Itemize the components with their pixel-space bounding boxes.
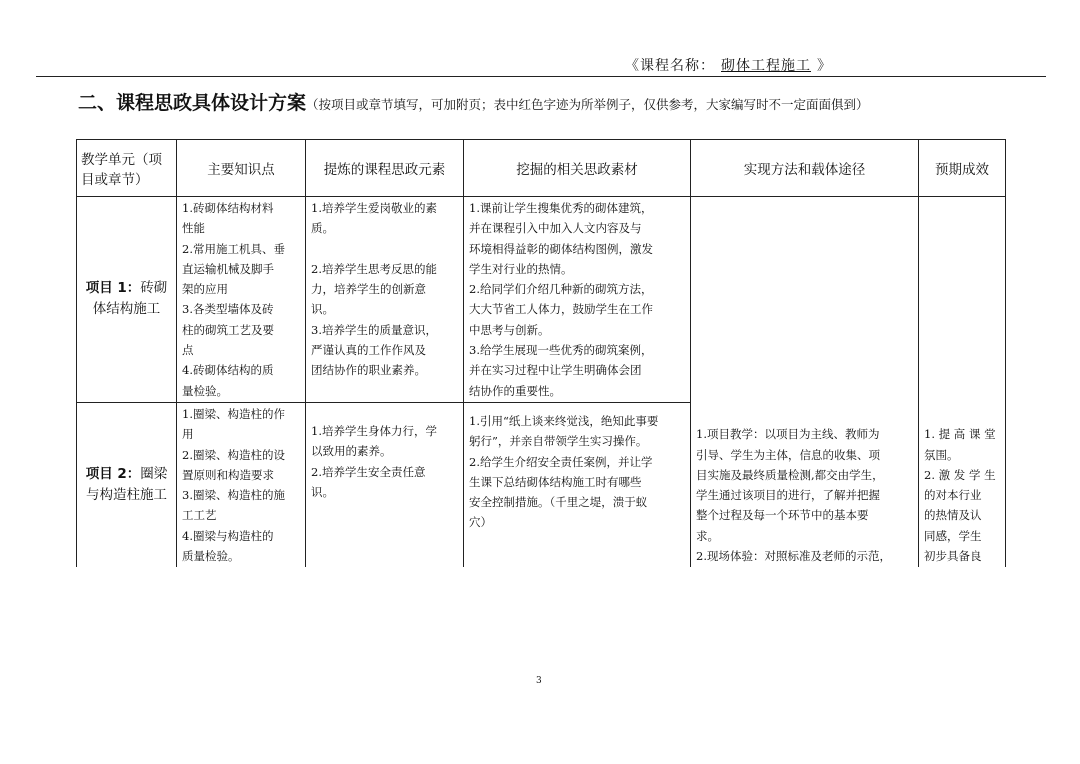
- text-line: 引导、学生为主体，信息的收集、项: [696, 447, 880, 462]
- methods-cell: [691, 197, 919, 568]
- text-line: 3.给学生展现一些优秀的砌筑案例，: [469, 343, 653, 358]
- text-line: 目实施及最终质量检测,都交由学生，: [696, 467, 884, 482]
- text-line: 团结协作的职业素养。: [311, 363, 426, 378]
- knowledge-cell: [177, 402, 306, 567]
- text-line: 识。: [311, 484, 334, 499]
- text-line: 质。: [311, 221, 334, 236]
- text-line: 质量检验。: [182, 549, 240, 564]
- table-row: [77, 197, 1006, 403]
- header-expected-outcomes: 预期成效: [919, 140, 1006, 197]
- elements-cell: [306, 197, 464, 403]
- text-line: 1.圈梁、构造柱的作: [182, 406, 285, 421]
- text-line: 1.引用“纸上谈来终觉浅，绝知此事要: [469, 413, 659, 428]
- text-line: 识。: [311, 302, 334, 317]
- page-number: 3: [536, 676, 542, 686]
- materials-cell: [464, 402, 691, 567]
- course-name-line: [625, 55, 832, 75]
- text-line: 2.给学生介绍安全责任案例，并让学: [469, 454, 653, 469]
- text-line: 严谨认真的工作作风及: [311, 343, 426, 358]
- text-line: 置原则和构造要求: [182, 467, 274, 482]
- header-ideological-materials: 挖掘的相关思政素材: [464, 140, 691, 197]
- text-line: 1.培养学生爱岗敬业的素: [311, 201, 437, 215]
- text-line: 穴）: [469, 515, 492, 530]
- text-line: 量检验。: [182, 383, 228, 398]
- text-line: 力，培养学生的创新意: [311, 282, 426, 297]
- text-line: 同感，学生: [924, 528, 982, 543]
- text-line: 结协作的重要性。: [469, 383, 561, 398]
- text-line: 的对本行业: [924, 488, 982, 503]
- text-line: 大大节省工人体力，鼓励学生在工作: [469, 302, 653, 317]
- text-line: 工工艺: [182, 508, 217, 523]
- text-line: 初步具备良: [924, 549, 982, 564]
- design-plan-table: [76, 139, 1006, 567]
- header-rule: [36, 76, 1046, 77]
- text-line: 1.砖砌体结构材料: [182, 201, 274, 215]
- text-line: 中思考与创新。: [469, 322, 550, 337]
- text-line: 4.砖砌体结构的质: [182, 363, 274, 378]
- text-line: 整个过程及每一个环节中的基本要: [696, 508, 869, 523]
- unit-label: 项目 2：: [85, 466, 141, 483]
- text-line: 2.常用施工机具、垂: [182, 241, 285, 256]
- text-line: 2.培养学生安全责任意: [311, 464, 426, 479]
- text-line: 的热情及认: [924, 508, 982, 523]
- text-line: 2.圈梁、构造柱的设: [182, 447, 285, 462]
- text-line: 4.圈梁与构造柱的: [182, 528, 274, 543]
- text-line: 环境相得益彰的砌体结构图例，激发: [469, 241, 653, 256]
- section-note: （按项目或章节填写，可加附页；表中红色字迹为所举例子，仅供参考，大家编写时不一定面面俱到）: [306, 97, 869, 112]
- text-line: 躬行”，并亲自带领学生实习操作。: [469, 434, 648, 449]
- header-methods: 实现方法和载体途径: [691, 140, 919, 197]
- text-line: 2.给同学们介绍几种新的砌筑方法，: [469, 282, 653, 297]
- text-line: 直运输机械及脚手: [182, 261, 274, 276]
- text-line: 2. 激 发 学 生: [924, 467, 996, 482]
- elements-cell: [306, 402, 464, 567]
- text-line: 学生对行业的热情。: [469, 261, 573, 276]
- outcomes-cell: [919, 197, 1006, 568]
- header-ideological-elements: 提炼的课程思政元素: [306, 140, 464, 197]
- text-line: 学生通过该项目的进行，了解并把握: [696, 488, 880, 503]
- section-title: 二、课程思政具体设计方案: [78, 92, 307, 114]
- header-teaching-unit: 教学单元（项目或章节）: [77, 140, 177, 197]
- text-line: 1. 提 高 课 堂: [924, 427, 996, 442]
- course-name: 砌体工程施工: [721, 58, 811, 74]
- unit-cell-project-1: [77, 197, 177, 403]
- text-line: 1.课前让学生搜集优秀的砌体建筑，: [469, 201, 653, 215]
- text-line: 安全控制措施。（千里之堤，溃于蚁: [469, 495, 648, 510]
- text-line: 点: [182, 343, 194, 358]
- materials-cell: [464, 197, 691, 403]
- table-header-row: [77, 140, 1006, 197]
- blank-line: [311, 239, 458, 259]
- text-line: 以致用的素养。: [311, 444, 392, 459]
- unit-text: 圈梁与构造柱施工: [86, 466, 168, 504]
- text-line: 1.项目教学：以项目为主线、教师为: [696, 427, 880, 442]
- text-line: 并在实习过程中让学生明确体会团: [469, 363, 642, 378]
- text-line: 生课下总结砌体结构施工时有哪些: [469, 474, 642, 489]
- section-heading: [78, 88, 869, 115]
- text-line: 3.圈梁、构造柱的施: [182, 488, 285, 503]
- course-suffix: 》: [817, 58, 832, 74]
- header-knowledge-points: 主要知识点: [177, 140, 306, 197]
- text-line: 3.培养学生的质量意识，: [311, 322, 437, 337]
- text-line: 1.培养学生身体力行，学: [311, 423, 437, 438]
- text-line: 3.各类型墙体及砖: [182, 302, 274, 317]
- text-line: 2.现场体验：对照标准及老师的示范，: [696, 549, 891, 564]
- text-line: 2.培养学生思考反思的能: [311, 261, 437, 276]
- course-label: 《课程名称：: [625, 58, 715, 74]
- text-line: 性能: [182, 221, 205, 236]
- text-line: 用: [182, 427, 194, 442]
- unit-label: 项目 1：: [85, 280, 141, 297]
- unit-text: 砖砌体结构施工: [92, 280, 168, 318]
- text-line: 求。: [696, 528, 719, 543]
- text-line: 架的应用: [182, 282, 228, 297]
- text-line: 并在课程引入中加入人文内容及与: [469, 221, 642, 236]
- unit-cell-project-2: [77, 402, 177, 567]
- text-line: 柱的砌筑工艺及要: [182, 322, 274, 337]
- knowledge-cell: [177, 197, 306, 403]
- text-line: 氛围。: [924, 447, 959, 462]
